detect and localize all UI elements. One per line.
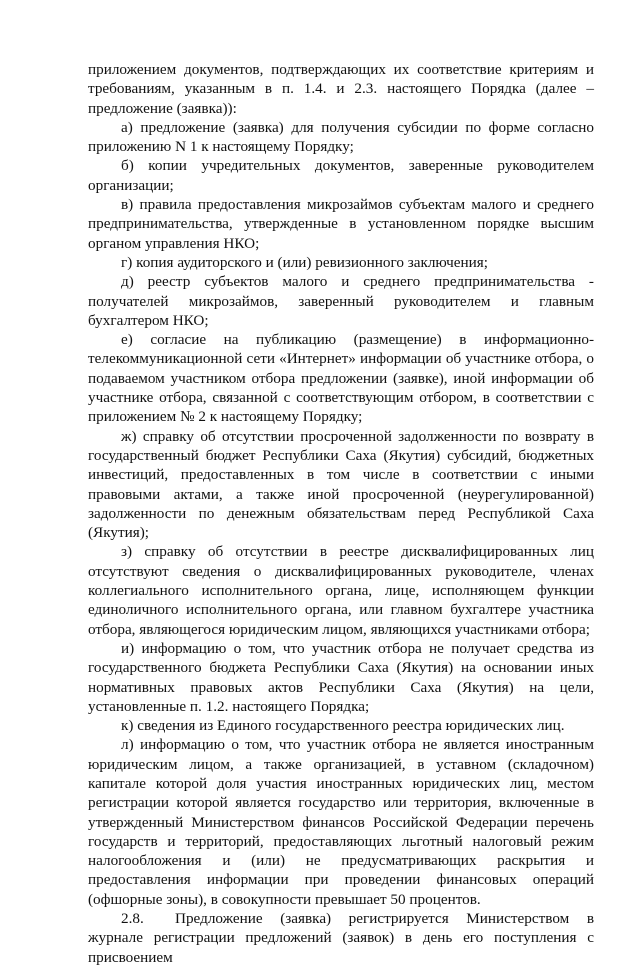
paragraph-item-d: д) реестр субъектов малого и среднего предпринимательства - получателей микрозаймов, заверенный руководителем и главным бухгалтером НКО; [88,273,594,329]
document-page [88,60,594,967]
paragraph-item-l: л) информацию о том, что участник отбора не является иностранным юридическим лицом, а также организацией, в уставном (складочном) капитале которой доля участия иностранных юридических лиц, местом регистрации которой является государство или территория, включенные в утвержденный Министерством финансов Российской Федерации перечень государств и территорий, предоставляющих льготный налоговый режим налогообложения и (или) не предусматривающих раскрытия и предоставления информации при проведении финансовых операций (офшорные зоны), в совокупности превышает 50 процентов. [88,736,594,908]
paragraph-item-b: б) копии учредительных документов, заверенные руководителем организации; [88,157,594,194]
paragraph-item-a: а) предложение (заявка) для получения субсидии по форме согласно приложению N 1 к настоящему Порядку; [88,118,594,156]
paragraph-item-e: е) согласие на публикацию (размещение) в информационно-телекоммуникационной сети «Интернет» информации об участнике отбора, о подаваемом участником отбора предложении (заявке), иной информации об участнике отбора, связанной с соответствующим отбором, в соответствии с приложением № 2 к настоящему Порядку; [88,331,594,426]
paragraph-item-z: з) справку об отсутствии в реестре дисквалифицированных лиц отсутствуют сведения о дисквалифицированных руководителе, членах коллегиального исполнительного органа, лице, исполняющем функции единоличного исполнительного органа, или главном бухгалтере участника отбора, являющегося юридическим лицом, являющихся участниками отбора; [88,543,594,638]
paragraph-item-zh: ж) справку об отсутствии просроченной задолженности по возврату в государственный бюджет Республики Саха (Якутия) субсидий, бюджетных инвестиций, предоставленных в том числе в соответствии с иными правовыми актами, а также иной просроченной (неурегулированной) задолженности по денежным обязательствам перед Республикой Саха (Якутия); [88,427,594,542]
section-text: Предложение (заявка) регистрируется Министерством в журнале регистрации предложений (заявок) в день его поступления с присвоением [88,910,594,966]
paragraph-item-k: к) сведения из Единого государственного реестра юридических лиц. [121,717,565,735]
section-2-8 [88,909,594,967]
paragraph-item-g: г) копия аудиторского и (или) ревизионного заключения; [121,253,489,271]
paragraph-item-i: и) информацию о том, что участник отбора не получает средства из государственного бюджета Республики Саха (Якутия) на основании иных нормативных правовых актов Республики Саха (Якутия) на цели, установленные п. 1.2. настоящего Порядка; [88,639,594,715]
paragraph-intro: приложением документов, подтверждающих их соответствие критериям и требованиям, указанным в п. 1.4. и 2.3. настоящего Порядка (далее – предложение (заявка)): [88,61,594,117]
paragraph-item-v: в) правила предоставления микрозаймов субъектам малого и среднего предпринимательства, утвержденные в установленном порядке высшим органом управления НКО; [88,196,594,252]
section-number: 2.8. [121,910,144,928]
